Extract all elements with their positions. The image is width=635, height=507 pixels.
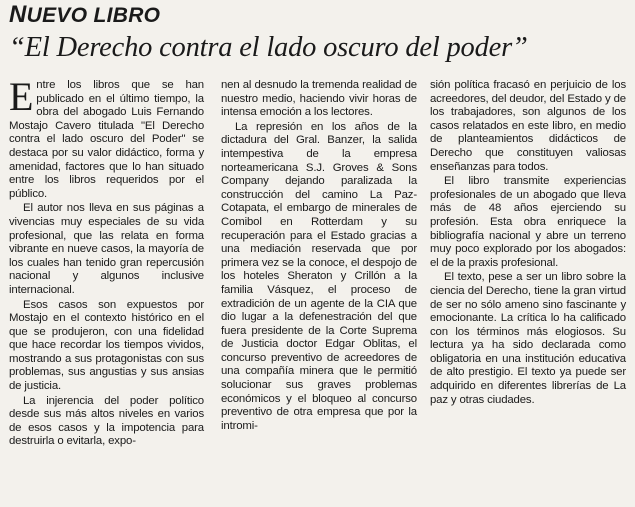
section-label: NUEVO LIBRO xyxy=(9,1,161,28)
paragraph: El libro transmite experiencias profesionales de un abogado que lleva más de 48 años ejerciendo su profesión. Esta obra enriquece la bibliografía nacional y abre un terreno muy poco explorado por los abogados: el de la praxis profesional. xyxy=(430,175,626,269)
paragraph: Entre los libros que se han publicado en el último tiempo, la obra del abogado Luis Fernando Mostajo Cavero titulada "El Derecho contra el lado oscuro del Poder" se destaca por su valor didáctico, forma y amenidad, factores que lo han situado entre los libros requeridos por el público. xyxy=(9,74,204,200)
drop-cap: E xyxy=(9,74,34,119)
column-3 xyxy=(430,79,626,407)
paragraph: Esos casos son expuestos por Mostajo en el contexto histórico en el que se produjeron, con una fidelidad que hace recordar los tiempos vividos, mostrando a sus protagonistas con sus problemas, sus angustias y sus ansias de justicia. xyxy=(9,298,204,393)
paragraph: El autor nos lleva en sus páginas a vivencias muy especiales de su vida profesional, que las relata en forma vibrante en nueve casos, la mayoría de los cuales han tenido gran repercusión nacional y algunos inclusive internacional. xyxy=(9,202,204,296)
paragraph: La injerencia del poder político desde sus más altos niveles en varios de esos casos y la impotencia para destruirla o evitarla, expo- xyxy=(9,394,204,448)
headline: “El Derecho contra el lado oscuro del poder” xyxy=(9,32,528,63)
paragraph-continuation: nen al desnudo la tremenda realidad de nuestro medio, haciendo vivir horas de intensa emoción a los lectores. xyxy=(221,79,417,119)
paragraph-continuation: sión política fracasó en perjuicio de los acreedores, del deudor, del Estado y de los trabajadores, son algunos de los casos relatados en este libro, en medio de planteamientos didácticos de Derecho que constituyen valiosas enseñanzas para todos. xyxy=(430,79,626,173)
column-1 xyxy=(9,74,204,449)
paragraph: El texto, pese a ser un libro sobre la ciencia del Derecho, tiene la gran virtud de ser no sólo ameno sino fascinante y emocionante. La crítica lo ha calificado con los términos más elogiosos. Su lectura ya ha sido declarada como obligatoria en una institución educativa de alto prestigio. El texto ya puede ser adquirido en diferentes librerías de La paz y otras ciudades. xyxy=(430,271,626,406)
column-2 xyxy=(221,79,417,433)
paragraph: La represión en los años de la dictadura del Gral. Banzer, la salida intempestiva de la empresa norteamericana S.J. Groves & Sons Company dejando paralizada la construcción del camino La Paz-Cotapata, el embargo de minerales de Comibol en Rotterdam y su recuperación para el Estado gracias a una mediación reservada que por primera vez se la conoce, el despojo de los hoteles Sheraton y Crillón a la familia Vásquez, el proceso de extradición de un agente de la CIA que dio lugar a la defenestración del que fuera presidente de la Corte Suprema de Justicia doctor Edgar Oblitas, el concurso preventivo de acreedores de una compañía minera que le permitió solucionar sus graves problemas económicos y el bloqueo al concurso preventivo de otra empresa que por la intromi- xyxy=(221,120,417,432)
